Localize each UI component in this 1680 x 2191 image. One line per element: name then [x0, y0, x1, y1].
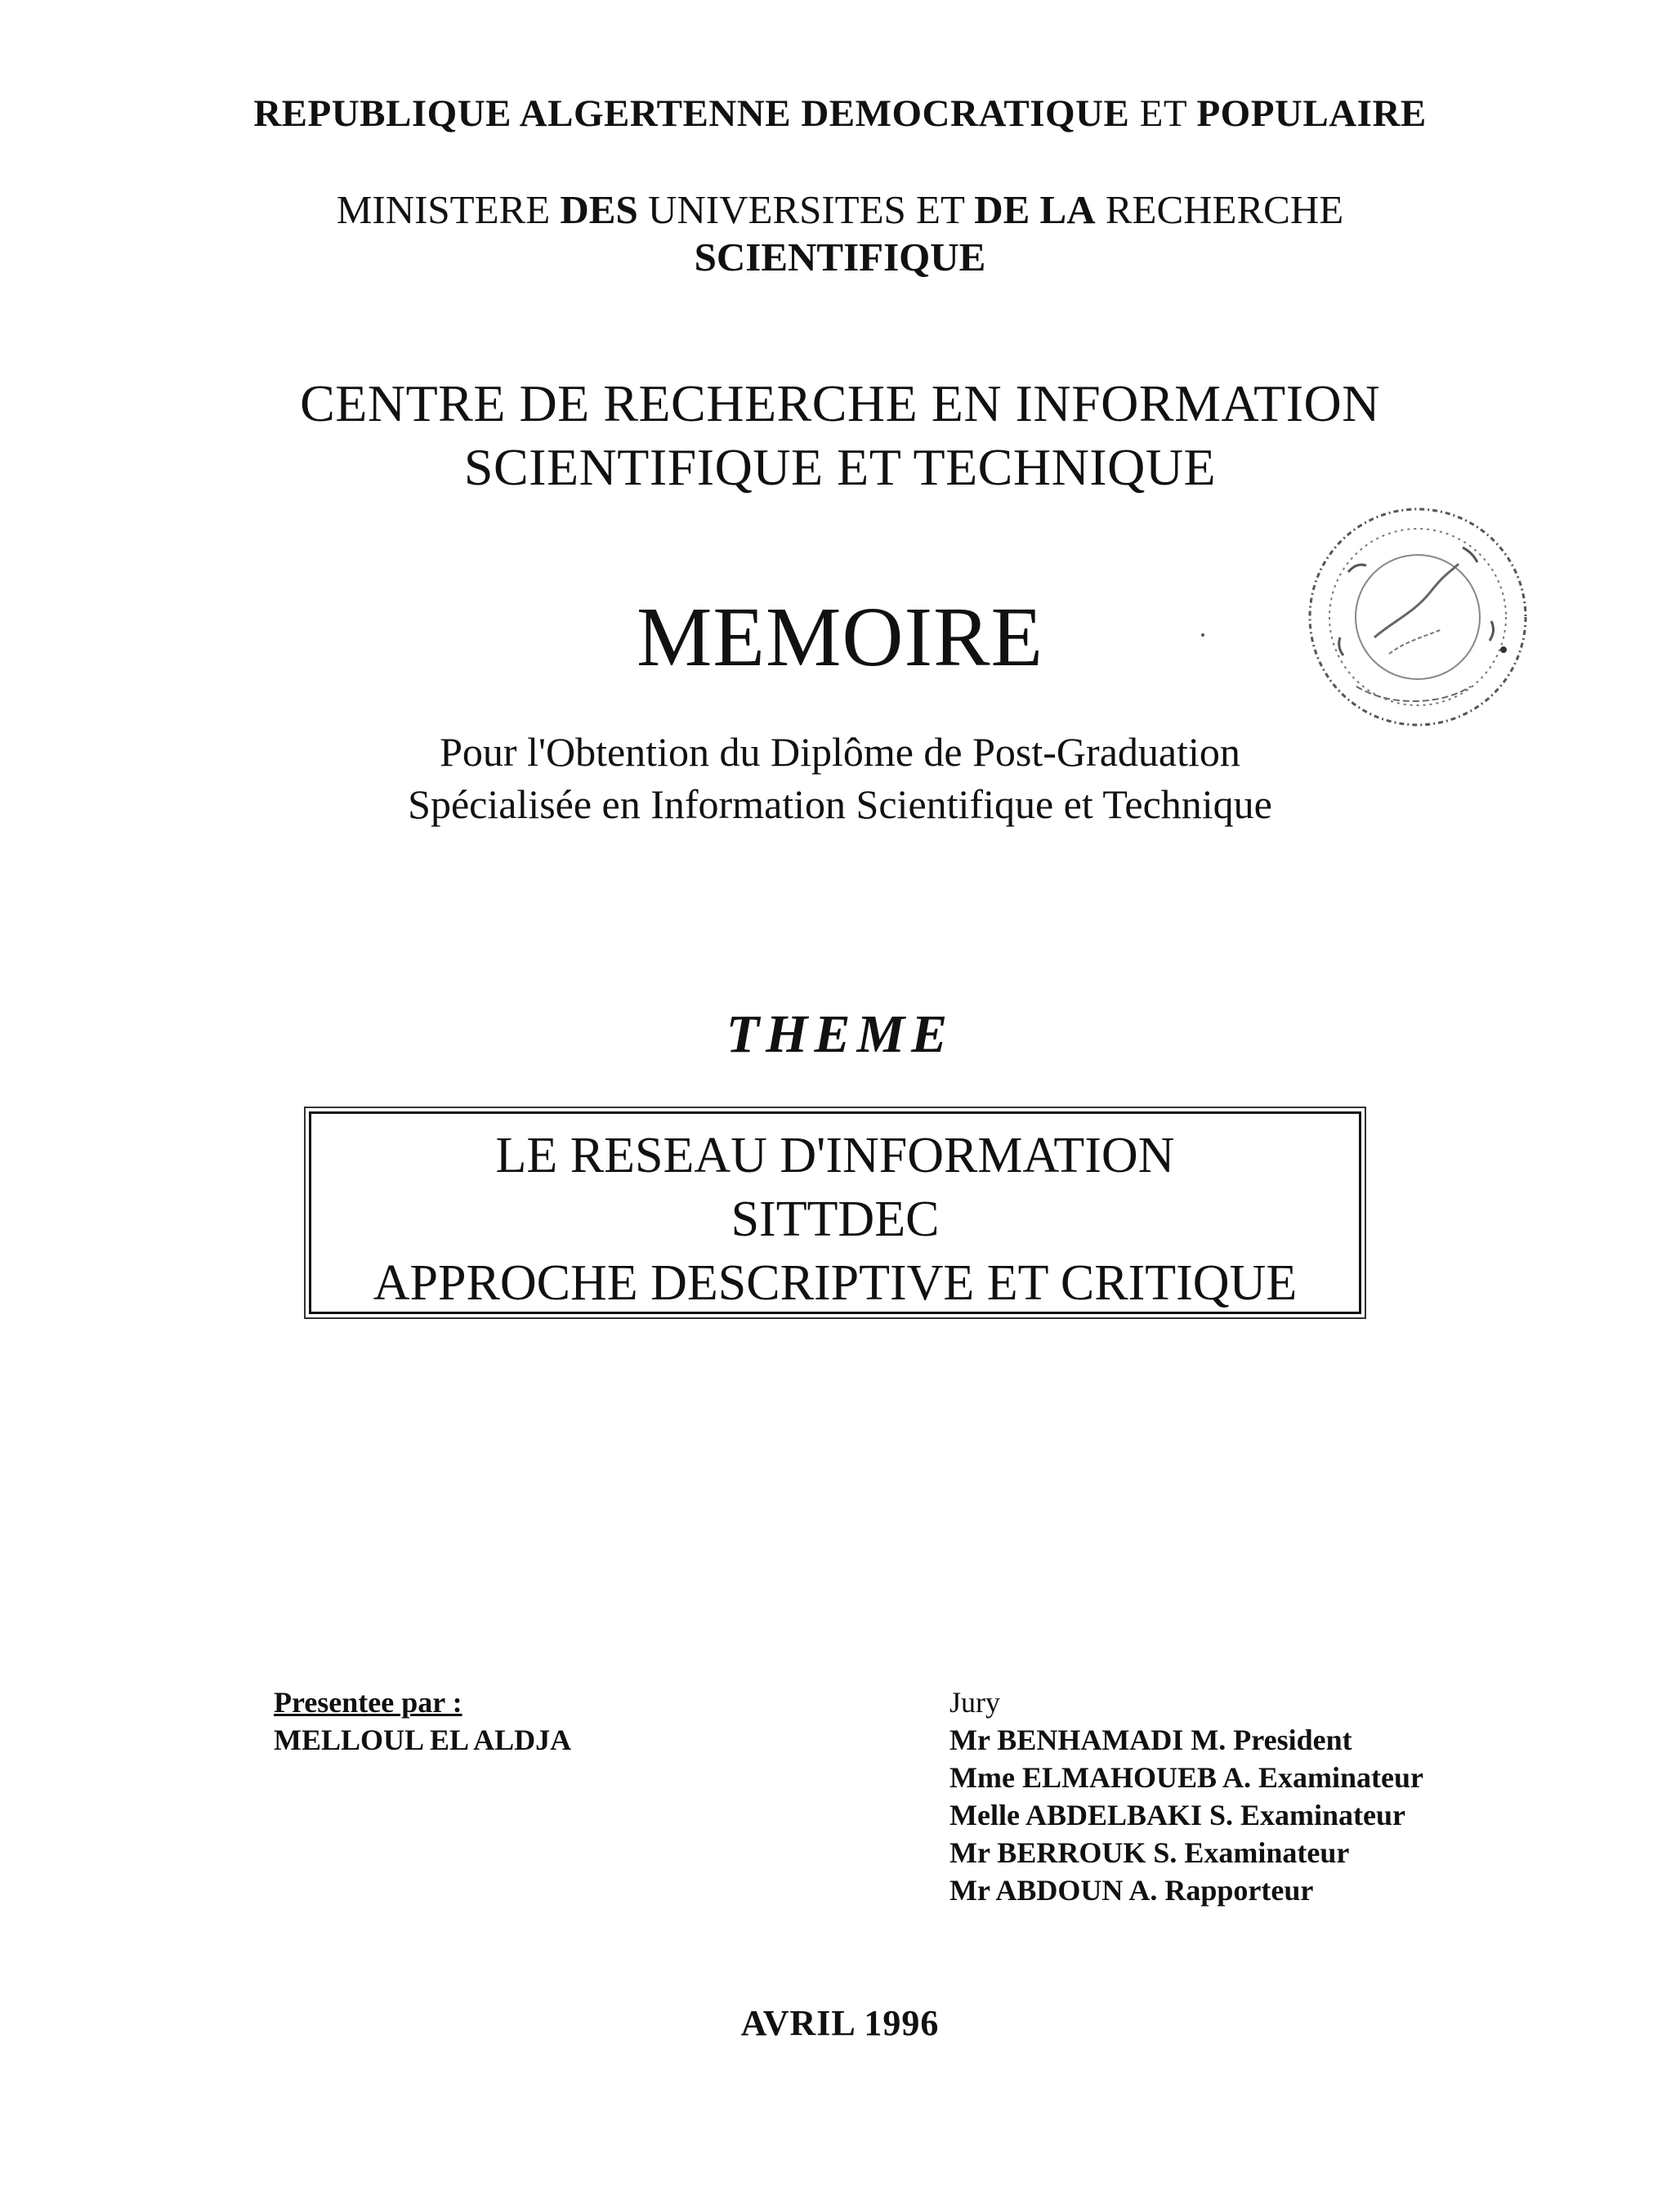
thesis-title-line-1: LE RESEAU D'INFORMATION: [495, 1128, 1175, 1183]
jury-block: [949, 1683, 1423, 1909]
submission-date: AVRIL 1996: [740, 2003, 940, 2043]
republic-part-3: POPULAIRE: [1196, 92, 1427, 135]
author-name: MELLOUL EL ALDJA: [274, 1724, 572, 1756]
ministry-part-4: DE LA: [974, 187, 1096, 232]
ministry-line-2: SCIENTIFIQUE: [694, 235, 986, 279]
ministry-part-3: UNIVERSITES ET: [637, 187, 975, 232]
centre-heading: [0, 372, 1680, 499]
theme-label: THEME: [726, 1004, 954, 1064]
speck-mark: [1201, 633, 1204, 637]
jury-label: Jury: [949, 1686, 1000, 1719]
jury-member: Mr BERROUK S. Examinateur: [949, 1836, 1350, 1869]
republic-heading: [0, 92, 1680, 136]
presented-by-block: [274, 1683, 571, 1759]
document-type-title: MEMOIRE: [636, 590, 1044, 684]
centre-line-1: CENTRE DE RECHERCHE EN INFORMATION: [300, 374, 1380, 432]
centre-line-2: SCIENTIFIQUE ET TECHNIQUE: [463, 438, 1217, 496]
ministry-line-1: [0, 186, 1680, 234]
purpose-text: [0, 726, 1680, 830]
jury-member: Melle ABDELBAKI S. Examinateur: [949, 1799, 1406, 1831]
republic-part-1: REPUBLIQUE ALGERTENNE DEMOCRATIQUE: [253, 92, 1130, 135]
purpose-line-2: Spécialisée en Information Scientifique et Technique: [408, 781, 1272, 827]
jury-member: Mr BENHAMADI M. President: [949, 1724, 1352, 1756]
ministry-part-1: MINISTERE: [336, 187, 561, 232]
republic-part-2: ET: [1129, 92, 1197, 135]
ministry-part-2: DES: [560, 187, 638, 232]
thesis-title-line-2: SITTDEC: [731, 1192, 940, 1247]
jury-member: Mme ELMAHOUEB A. Examinateur: [949, 1761, 1423, 1794]
purpose-line-1: Pour l'Obtention du Diplôme de Post-Graduation: [440, 729, 1240, 775]
thesis-title-box: [309, 1111, 1361, 1314]
ministry-heading: [0, 186, 1680, 281]
ministry-part-5: RECHERCHE: [1095, 187, 1344, 232]
jury-member: Mr ABDOUN A. Rapporteur: [949, 1874, 1314, 1907]
thesis-title-line-3: APPROCHE DESCRIPTIVE ET CRITIQUE: [373, 1255, 1298, 1311]
official-seal-icon: [1299, 499, 1536, 736]
presented-by-label: Presentee par :: [274, 1686, 462, 1719]
